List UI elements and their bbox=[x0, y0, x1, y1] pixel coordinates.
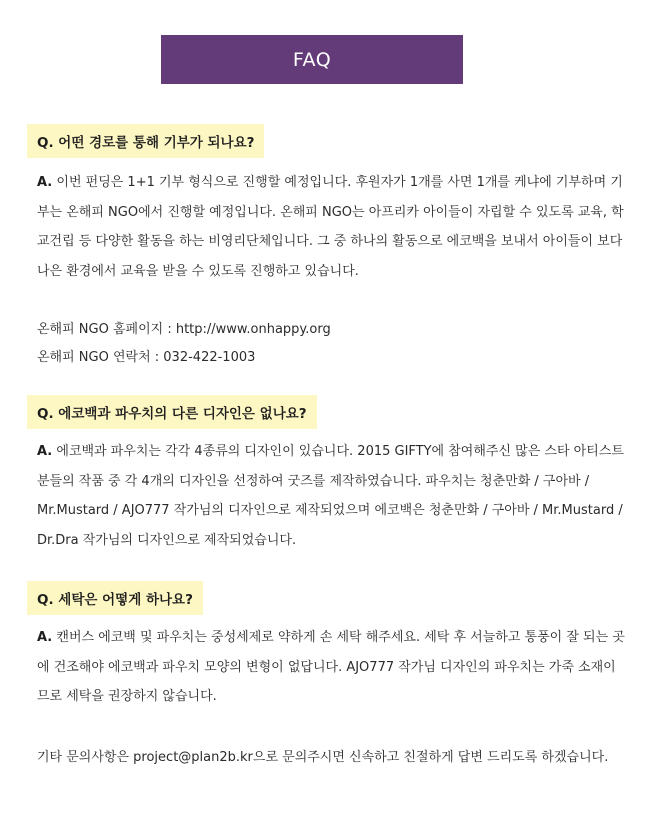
footer-contact-note: 기타 문의사항은 project@plan2b.kr으로 문의주시면 신속하고 친절하게 답변 드리도록 하겠습니다. bbox=[37, 750, 609, 765]
faq-question-text: Q. 세탁은 어떻게 하나요? bbox=[37, 592, 193, 608]
contact-homepage: 온해피 NGO 홈페이지 : http://www.onhappy.org bbox=[37, 322, 331, 337]
answer-prefix: A. bbox=[37, 175, 53, 190]
answer-prefix: A. bbox=[37, 444, 53, 459]
contact-phone: 온해피 NGO 연락처 : 032-422-1003 bbox=[37, 350, 256, 365]
faq-answer-1 bbox=[37, 168, 627, 286]
faq-question-1 bbox=[27, 124, 264, 158]
faq-answer-text: 캔버스 에코백 및 파우치는 중성세제로 약하게 손 세탁 해주세요. 세탁 후 서늘하고 통풍이 잘 되는 곳에 건조해야 에코백과 파우치 모양의 변형이 없답니다. AJO777 작가님 디자인의 파우치는 가죽 소재이므로 세탁을 권장하지 않습니다. bbox=[37, 630, 625, 704]
page-title: FAQ bbox=[292, 48, 332, 71]
faq-answer-text: 이번 펀딩은 1+1 기부 형식으로 진행할 예정입니다. 후원자가 1개를 사면 1개를 케냐에 기부하며 기부는 온해피 NGO에서 진행할 예정입니다. 온해피 NGO는 아프리카 아이들이 자립할 수 있도록 교육, 학교건립 등 다양한 활동을 하는 비영리단체입니다. 그 중 하나의 활동으로 에코백을 보내서 아이들이 보다 나은 환경에서 교육을 받을 수 있도록 진행하고 있습니다. bbox=[37, 175, 624, 279]
faq-question-text: Q. 어떤 경로를 통해 기부가 되나요? bbox=[37, 135, 255, 151]
faq-question-2 bbox=[27, 395, 317, 429]
answer-prefix: A. bbox=[37, 630, 53, 645]
faq-question-text: Q. 에코백과 파우치의 다른 디자인은 없나요? bbox=[37, 406, 307, 422]
faq-answer-2 bbox=[37, 437, 627, 555]
faq-answer-3 bbox=[37, 623, 627, 712]
faq-answer-text: 에코백과 파우치는 각각 4종류의 디자인이 있습니다. 2015 GIFTY에 참여해주신 많은 스타 아티스트 분들의 작품 중 각 4개의 디자인을 선정하여 굿즈를 제작하였습니다. 파우치는 청춘만화 / 구아바 / Mr.Mustard / AJO777 작가님의 디자인으로 제작되었으며 에코백은 청춘만화 / 구아바 / Mr.Mustard / Dr.Dra 작가님의 디자인으로 제작되었습니다. bbox=[37, 444, 624, 548]
faq-question-3 bbox=[27, 581, 203, 615]
faq-header-bar bbox=[161, 35, 463, 84]
